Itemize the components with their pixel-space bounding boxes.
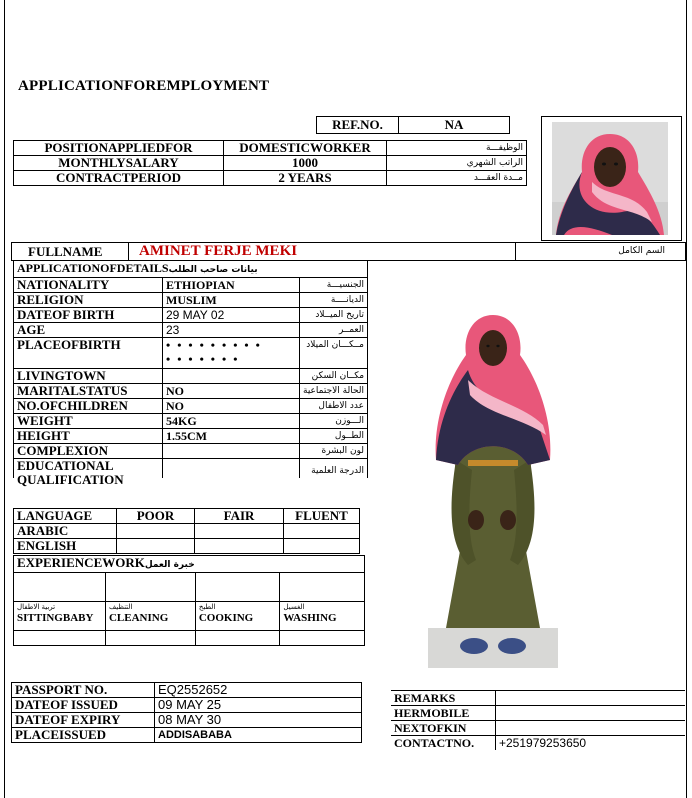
portrait-photo-frame: [541, 116, 682, 241]
dob-label: DATEOF BIRTH: [14, 308, 163, 323]
height-label: HEIGHT: [14, 429, 163, 444]
contract-arabic: مــدة العقـــد: [387, 171, 527, 186]
weight-arabic: الـــوزن: [300, 414, 368, 429]
experience-blank-5: [14, 631, 106, 646]
details-header: [14, 261, 368, 278]
experience-blank-8: [280, 631, 365, 646]
skill-babysitting-label: SITTINGBABY: [17, 612, 94, 624]
passport-no-label: PASSPORT NO.: [12, 683, 155, 698]
language-table: [13, 508, 360, 554]
skill-babysitting: [14, 602, 106, 631]
education-arabic: الدرجة العلمية: [300, 459, 368, 479]
pob-arabic: مــكـــان الميلاد: [300, 338, 368, 369]
livingtown-arabic: مكــان السكن: [300, 369, 368, 384]
experience-blank-4: [280, 573, 365, 602]
livingtown-label: LIVINGTOWN: [14, 369, 163, 384]
experience-table: [13, 555, 365, 646]
skill-washing: [280, 602, 365, 631]
nationality-value: ETHIOPIAN: [163, 278, 300, 293]
experience-blank-6: [105, 631, 195, 646]
age-arabic: العمــر: [300, 323, 368, 338]
contact-value: +251979253650: [496, 736, 686, 751]
experience-arabic: خبرة العمل: [144, 560, 195, 570]
skill-cooking-label: COOKING: [198, 612, 254, 624]
position-label: POSITIONAPPLIEDFOR: [14, 141, 224, 156]
salary-value: 1000: [224, 156, 387, 171]
full-body-photo: [428, 310, 558, 668]
remarks-label: REMARKS: [391, 691, 496, 706]
education-value: [163, 459, 300, 479]
skill-washing-label: WASHING: [283, 612, 337, 624]
mobile-label: HERMOBILE: [391, 706, 496, 721]
education-label: EDUCATIONAL: [17, 458, 114, 473]
children-label: NO.OFCHILDREN: [14, 399, 163, 414]
fair-header: FAIR: [195, 509, 284, 524]
religion-arabic: الديانــــة: [300, 293, 368, 308]
fullname-table: [11, 242, 686, 261]
remarks-table: [391, 690, 685, 750]
religion-value: MUSLIM: [163, 293, 300, 308]
fullname-label: FULLNAME: [12, 243, 129, 261]
marital-arabic: الحالة الاجتماعية: [300, 384, 368, 399]
form-title: APPLICATIONFOREMPLOYMENT: [18, 78, 270, 94]
position-value: DOMESTICWORKER: [224, 141, 387, 156]
pob-label: PLACEOFBIRTH: [14, 338, 163, 369]
ref-label: REF.NO.: [317, 117, 399, 134]
children-value: NO: [163, 399, 300, 414]
complexion-value: [163, 444, 300, 459]
details-header-arabic: بيانات صاحب الطلب: [168, 265, 258, 275]
arabic-fair: [195, 524, 284, 539]
age-value: 23: [163, 323, 300, 338]
ref-table: [316, 116, 510, 134]
complexion-arabic: لون البشرة: [300, 444, 368, 459]
skill-cleaning-arabic: التنظيف: [108, 603, 133, 611]
height-value: 1.55CM: [163, 429, 300, 444]
skill-cleaning-label: CLEANING: [108, 612, 169, 624]
skill-babysitting-arabic: تربية الاطفال: [17, 603, 56, 611]
details-table: [13, 260, 368, 487]
language-header: LANGUAGE: [14, 509, 117, 524]
contract-value: 2 YEARS: [224, 171, 387, 186]
pob-value: • • • • • • • • •: [166, 338, 262, 352]
weight-value: 54KG: [163, 414, 300, 429]
height-arabic: الطــول: [300, 429, 368, 444]
experience-blank-1: [14, 573, 106, 602]
pob-value-cell: [163, 338, 300, 369]
weight-label: WEIGHT: [14, 414, 163, 429]
nationality-arabic: الجنسيـــة: [300, 278, 368, 293]
children-arabic: عدد الاطفال: [300, 399, 368, 414]
marital-value: NO: [163, 384, 300, 399]
expiry-value: 08 MAY 30: [155, 713, 362, 728]
experience-blank-2: [105, 573, 195, 602]
passport-table: [11, 682, 362, 743]
education-label-2: QUALIFICATION: [17, 472, 124, 487]
experience-label: EXPERIENCEWORK: [17, 555, 145, 570]
nationality-label: NATIONALITY: [14, 278, 163, 293]
arabic-poor: [117, 524, 195, 539]
position-table: [13, 140, 527, 186]
mobile-value: [496, 706, 686, 721]
skill-cooking-arabic: الطبخ: [198, 603, 216, 611]
english-fair: [195, 539, 284, 554]
nextofkin-label: NEXTOFKIN: [391, 721, 496, 736]
religion-label: RELIGION: [14, 293, 163, 308]
expiry-label: DATEOF EXPIRY: [12, 713, 155, 728]
salary-arabic: الراتب الشهري: [387, 156, 527, 171]
contract-label: CONTRACTPERIOD: [14, 171, 224, 186]
pob-value-2: • • • • • • •: [166, 352, 240, 366]
skill-washing-arabic: الغسيل: [283, 603, 305, 611]
details-header-label: APPLICATIONOFDETAILS: [17, 261, 169, 275]
complexion-label: COMPLEXION: [14, 444, 163, 459]
livingtown-value: [163, 369, 300, 384]
experience-header: [14, 556, 365, 573]
ref-value: NA: [399, 117, 510, 134]
issued-value: 09 MAY 25: [155, 698, 362, 713]
position-arabic: الوظيفـــة: [387, 141, 527, 156]
skill-cleaning: [105, 602, 195, 631]
dob-arabic: تاريخ الميــلاد: [300, 308, 368, 323]
issued-label: DATEOF ISSUED: [12, 698, 155, 713]
dob-value: 29 MAY 02: [163, 308, 300, 323]
fullname-value: AMINET FERJE MEKI: [129, 243, 516, 261]
nextofkin-value: [496, 721, 686, 736]
contact-label: CONTACTNO.: [391, 736, 496, 751]
marital-label: MARITALSTATUS: [14, 384, 163, 399]
education-label-cell: [14, 458, 163, 487]
place-issued-value: ADDISABABA: [155, 728, 362, 743]
poor-header: POOR: [117, 509, 195, 524]
arabic-language-label: ARABIC: [14, 524, 117, 539]
salary-label: MONTHLYSALARY: [14, 156, 224, 171]
passport-no-value: EQ2552652: [155, 683, 362, 698]
fullname-arabic: السم الكامل: [516, 243, 686, 261]
english-language-label: ENGLISH: [14, 539, 117, 554]
skill-cooking: [195, 602, 280, 631]
arabic-fluent: [284, 524, 360, 539]
remarks-value: [496, 691, 686, 706]
fluent-header: FLUENT: [284, 509, 360, 524]
experience-blank-7: [195, 631, 280, 646]
place-issued-label: PLACEISSUED: [12, 728, 155, 743]
age-label: AGE: [14, 323, 163, 338]
experience-blank-3: [195, 573, 280, 602]
english-poor: [117, 539, 195, 554]
portrait-photo: [552, 122, 668, 235]
english-fluent: [284, 539, 360, 554]
